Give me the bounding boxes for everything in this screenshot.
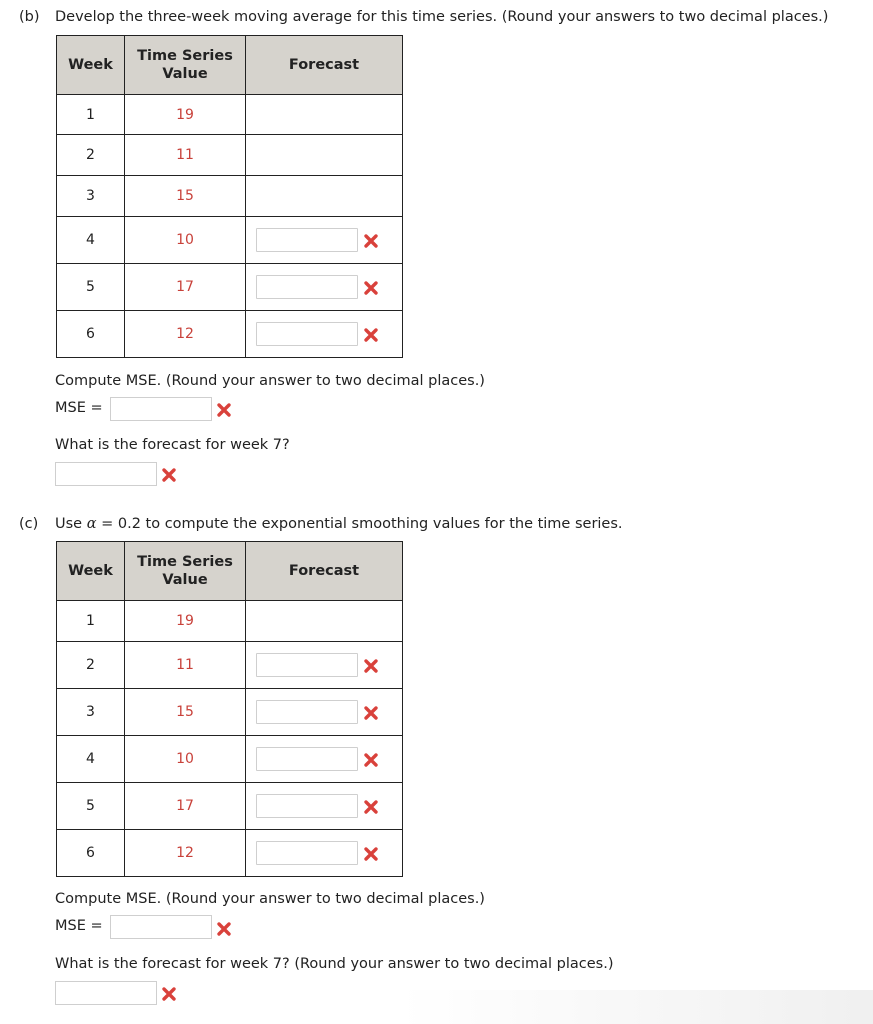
forecast-cell [246,736,403,783]
moving-average-table [56,35,403,358]
time-series-value-cell: 10 [125,736,246,783]
time-series-value-cell: 15 [125,689,246,736]
x-mark-icon [363,752,379,768]
forecast-cell [246,176,403,217]
alpha-symbol: α [86,516,97,532]
forecast-cell [246,135,403,176]
header-line: Time Series [137,554,233,570]
part-b-mse-label: MSE = [55,400,103,416]
header-line: Value [162,572,208,588]
part-b-mse-prompt: Compute MSE. (Round your answer to two decimal places.) [55,373,485,389]
forecast-cell [246,95,403,135]
week-cell: 6 [57,830,125,877]
forecast-input[interactable] [256,275,358,299]
week-cell: 2 [57,642,125,689]
forecast-header: Forecast [246,36,403,95]
table-row [57,830,403,877]
part-b-week7-input[interactable] [55,462,157,486]
x-mark-icon [363,658,379,674]
x-mark-icon [363,280,379,296]
time-series-value-cell: 11 [125,642,246,689]
part-b-week7-prompt: What is the forecast for week 7? [55,437,290,453]
forecast-cell [246,689,403,736]
x-mark-icon [161,986,177,1002]
week-cell: 6 [57,311,125,358]
exponential-smoothing-table [56,541,403,877]
table-row [57,601,403,642]
forecast-cell [246,264,403,311]
week-cell: 5 [57,783,125,830]
forecast-cell [246,601,403,642]
table-row [57,176,403,217]
week-cell: 5 [57,264,125,311]
part-c-mse-label: MSE = [55,918,103,934]
week-cell: 2 [57,135,125,176]
part-b-mse-input[interactable] [110,397,212,421]
forecast-cell [246,642,403,689]
forecast-input[interactable] [256,700,358,724]
time-series-value-cell: 11 [125,135,246,176]
bottom-shadow [400,990,873,1024]
part-b-prompt: Develop the three-week moving average for this time series. (Round your answers to two decimal places.) [55,9,829,25]
forecast-cell [246,217,403,264]
forecast-cell [246,311,403,358]
prompt-text: = 0.2 to compute the exponential smoothing values for the time series. [101,516,623,532]
week-cell: 1 [57,95,125,135]
table-row [57,135,403,176]
forecast-cell [246,783,403,830]
forecast-cell-content [246,642,402,688]
part-c-prompt [55,516,623,532]
forecast-cell-content [246,830,402,876]
forecast-cell-content [246,783,402,829]
time-series-value-header [125,542,246,601]
prompt-text: Use [55,516,83,532]
week-cell: 1 [57,601,125,642]
table-row [57,217,403,264]
forecast-input[interactable] [256,653,358,677]
x-mark-icon [216,921,232,937]
week-cell: 3 [57,176,125,217]
week-cell: 4 [57,217,125,264]
table-row [57,736,403,783]
part-c-mse-prompt: Compute MSE. (Round your answer to two decimal places.) [55,891,485,907]
week-header: Week [57,542,125,601]
forecast-header: Forecast [246,542,403,601]
time-series-value-cell: 17 [125,264,246,311]
table-row [57,642,403,689]
forecast-cell [246,830,403,877]
x-mark-icon [216,402,232,418]
forecast-cell-content [246,736,402,782]
table-row [57,311,403,358]
forecast-input[interactable] [256,228,358,252]
part-c-label: (c) [19,516,39,532]
time-series-value-cell: 19 [125,601,246,642]
part-c-mse-input[interactable] [110,915,212,939]
week-cell: 3 [57,689,125,736]
forecast-input[interactable] [256,794,358,818]
forecast-cell-content [246,689,402,735]
time-series-value-cell: 10 [125,217,246,264]
time-series-value-cell: 12 [125,311,246,358]
table-row [57,689,403,736]
time-series-value-cell: 17 [125,783,246,830]
week-header: Week [57,36,125,95]
time-series-value-header [125,36,246,95]
week-cell: 4 [57,736,125,783]
forecast-cell-content [246,264,402,310]
time-series-value-cell: 12 [125,830,246,877]
forecast-input[interactable] [256,747,358,771]
x-mark-icon [363,799,379,815]
time-series-value-cell: 19 [125,95,246,135]
table-row [57,264,403,311]
header-line: Time Series [137,48,233,64]
forecast-input[interactable] [256,841,358,865]
x-mark-icon [363,327,379,343]
time-series-value-cell: 15 [125,176,246,217]
x-mark-icon [161,467,177,483]
table-row [57,95,403,135]
part-c-week7-prompt: What is the forecast for week 7? (Round your answer to two decimal places.) [55,956,614,972]
part-c-week7-input[interactable] [55,981,157,1005]
forecast-cell-content [246,311,402,357]
part-b-label: (b) [19,9,40,25]
x-mark-icon [363,233,379,249]
forecast-cell-content [246,217,402,263]
forecast-input[interactable] [256,322,358,346]
x-mark-icon [363,705,379,721]
table-row [57,783,403,830]
x-mark-icon [363,846,379,862]
header-line: Value [162,66,208,82]
